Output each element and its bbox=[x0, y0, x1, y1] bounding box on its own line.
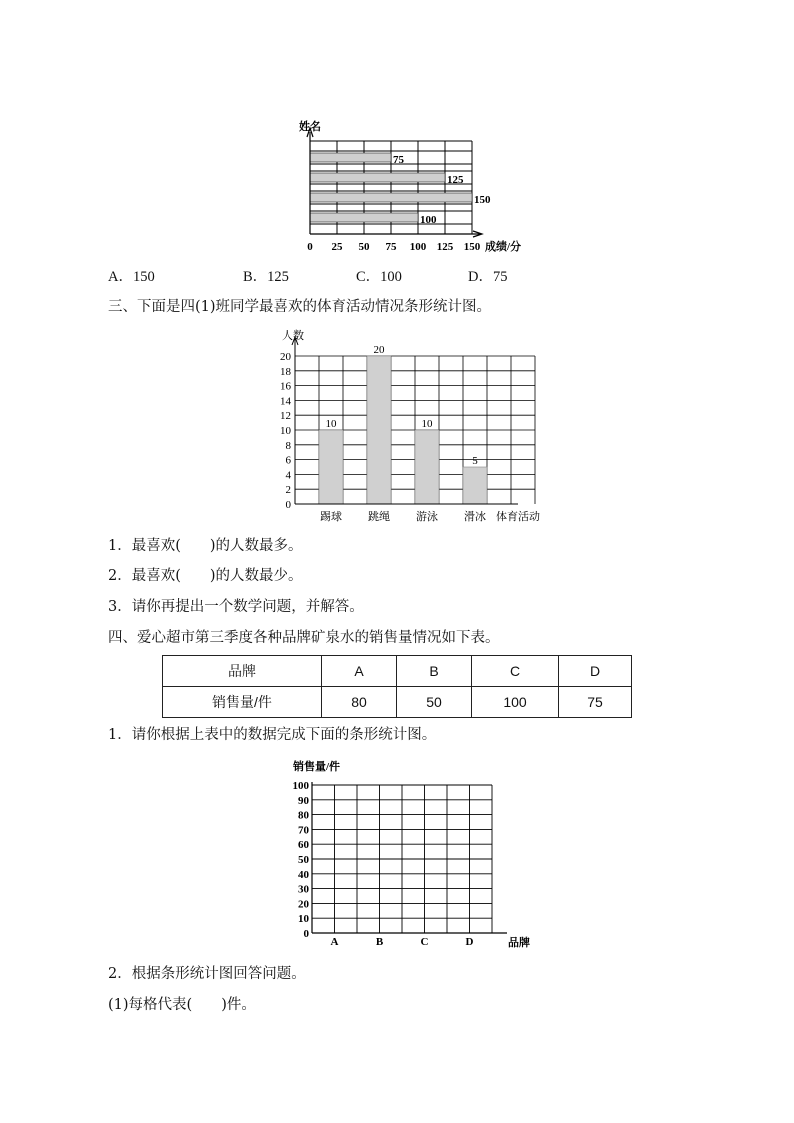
y-tick-label: 100 bbox=[292, 780, 309, 792]
section4-q1: 1．请你根据上表中的数据完成下面的条形统计图。 bbox=[108, 727, 437, 743]
table-cell: 75 bbox=[559, 687, 632, 718]
table-header-cell: C bbox=[472, 656, 559, 687]
section3-heading: 三、下面是四(1)班同学最喜欢的体育活动情况条形统计图。 bbox=[108, 299, 492, 315]
bar-value-label: 20 bbox=[373, 344, 385, 356]
y-tick-label: 60 bbox=[298, 839, 309, 852]
y-tick-label: 10 bbox=[280, 425, 291, 437]
option-d[interactable]: D．75 bbox=[468, 269, 508, 285]
bar-value-label: 5 bbox=[472, 455, 478, 467]
bar-value-label: 10 bbox=[421, 418, 433, 430]
x-category-label: 滑冰 bbox=[464, 511, 486, 523]
x-tick-label: 150 bbox=[463, 241, 481, 253]
y-tick-label: 8 bbox=[285, 439, 291, 452]
x-axis-title: 品牌 bbox=[508, 937, 530, 949]
bar-value-label: 125 bbox=[447, 174, 464, 186]
table-row bbox=[163, 687, 632, 718]
table-header-cell: B bbox=[397, 656, 472, 687]
section4-q2: 2．根据条形统计图回答问题。 bbox=[108, 966, 306, 982]
y-tick-label: 90 bbox=[298, 794, 309, 807]
y-tick-label: 12 bbox=[280, 410, 291, 423]
x-tick-label: 25 bbox=[331, 241, 343, 253]
y-axis-title: 销售量/件 bbox=[293, 761, 341, 773]
section4-q2-1: (1)每格代表( )件。 bbox=[108, 997, 256, 1013]
y-tick-label: 4 bbox=[285, 469, 291, 482]
section3-q1: 1．最喜欢( )的人数最多。 bbox=[108, 538, 303, 554]
option-b[interactable]: B．125 bbox=[243, 269, 289, 285]
x-tick-label: 125 bbox=[436, 241, 454, 253]
bar-value-label: 150 bbox=[474, 194, 491, 206]
bar bbox=[310, 153, 391, 162]
y-tick-label: 6 bbox=[285, 454, 291, 467]
x-category-label: D bbox=[465, 936, 474, 948]
table-header-cell: 品牌 bbox=[163, 656, 322, 687]
y-tick-label: 14 bbox=[280, 395, 291, 408]
x-axis-title: 成绩/分 bbox=[485, 241, 522, 253]
table-cell: 50 bbox=[397, 687, 472, 718]
bar-value-label: 10 bbox=[325, 418, 337, 430]
table-cell: 80 bbox=[322, 687, 397, 718]
bar-value-label: 75 bbox=[393, 154, 404, 166]
section4-heading: 四、爱心超市第三季度各种品牌矿泉水的销售量情况如下表。 bbox=[108, 630, 500, 646]
bar-value-label: 100 bbox=[420, 214, 437, 226]
bar bbox=[310, 173, 445, 182]
y-tick-label: 80 bbox=[298, 809, 309, 822]
y-axis-title: 人数 bbox=[282, 330, 304, 342]
section3-q2: 2．最喜欢( )的人数最少。 bbox=[108, 568, 303, 584]
y-tick-label: 0 bbox=[303, 928, 309, 940]
score-bar-chart bbox=[290, 110, 540, 260]
y-tick-label: 0 bbox=[285, 499, 291, 511]
table-row bbox=[163, 656, 632, 687]
y-tick-label: 20 bbox=[280, 351, 291, 363]
table-cell: 100 bbox=[472, 687, 559, 718]
bar bbox=[415, 430, 439, 504]
y-tick-label: 20 bbox=[298, 898, 309, 911]
sports-bar-chart bbox=[270, 325, 555, 525]
x-tick-label: 100 bbox=[409, 241, 427, 253]
x-tick-label: 50 bbox=[358, 241, 370, 253]
x-category-label: C bbox=[420, 936, 429, 948]
x-category-label: B bbox=[375, 936, 384, 948]
y-tick-label: 18 bbox=[280, 365, 291, 378]
option-a[interactable]: A．150 bbox=[108, 269, 155, 285]
bar bbox=[310, 213, 418, 222]
y-tick-label: 16 bbox=[280, 380, 291, 393]
x-category-label: 踢球 bbox=[320, 511, 342, 523]
bar bbox=[463, 467, 487, 504]
y-tick-label: 30 bbox=[298, 883, 309, 896]
y-tick-label: 10 bbox=[298, 913, 309, 926]
x-tick-label: 0 bbox=[307, 241, 313, 253]
x-category-label: 游泳 bbox=[416, 511, 438, 523]
bar bbox=[319, 430, 343, 504]
x-category-label: A bbox=[330, 936, 339, 948]
x-tick-label: 75 bbox=[385, 241, 397, 253]
section3-q3: 3．请你再提出一个数学问题，并解答。 bbox=[108, 599, 364, 615]
table-cell: 销售量/件 bbox=[163, 687, 322, 718]
table-header-cell: D bbox=[559, 656, 632, 687]
x-category-label: 跳绳 bbox=[368, 511, 390, 523]
sales-blank-chart bbox=[285, 755, 545, 955]
x-axis-title: 体育活动 bbox=[496, 511, 540, 523]
option-c[interactable]: C．100 bbox=[356, 269, 402, 285]
y-tick-label: 70 bbox=[298, 824, 309, 837]
bar bbox=[310, 193, 472, 202]
y-tick-label: 2 bbox=[285, 484, 291, 497]
y-tick-label: 50 bbox=[298, 854, 309, 866]
bar bbox=[367, 356, 391, 504]
y-axis-title: 姓名 bbox=[299, 121, 321, 133]
sales-table bbox=[162, 655, 632, 718]
y-tick-label: 40 bbox=[298, 868, 309, 881]
table-header-cell: A bbox=[322, 656, 397, 687]
